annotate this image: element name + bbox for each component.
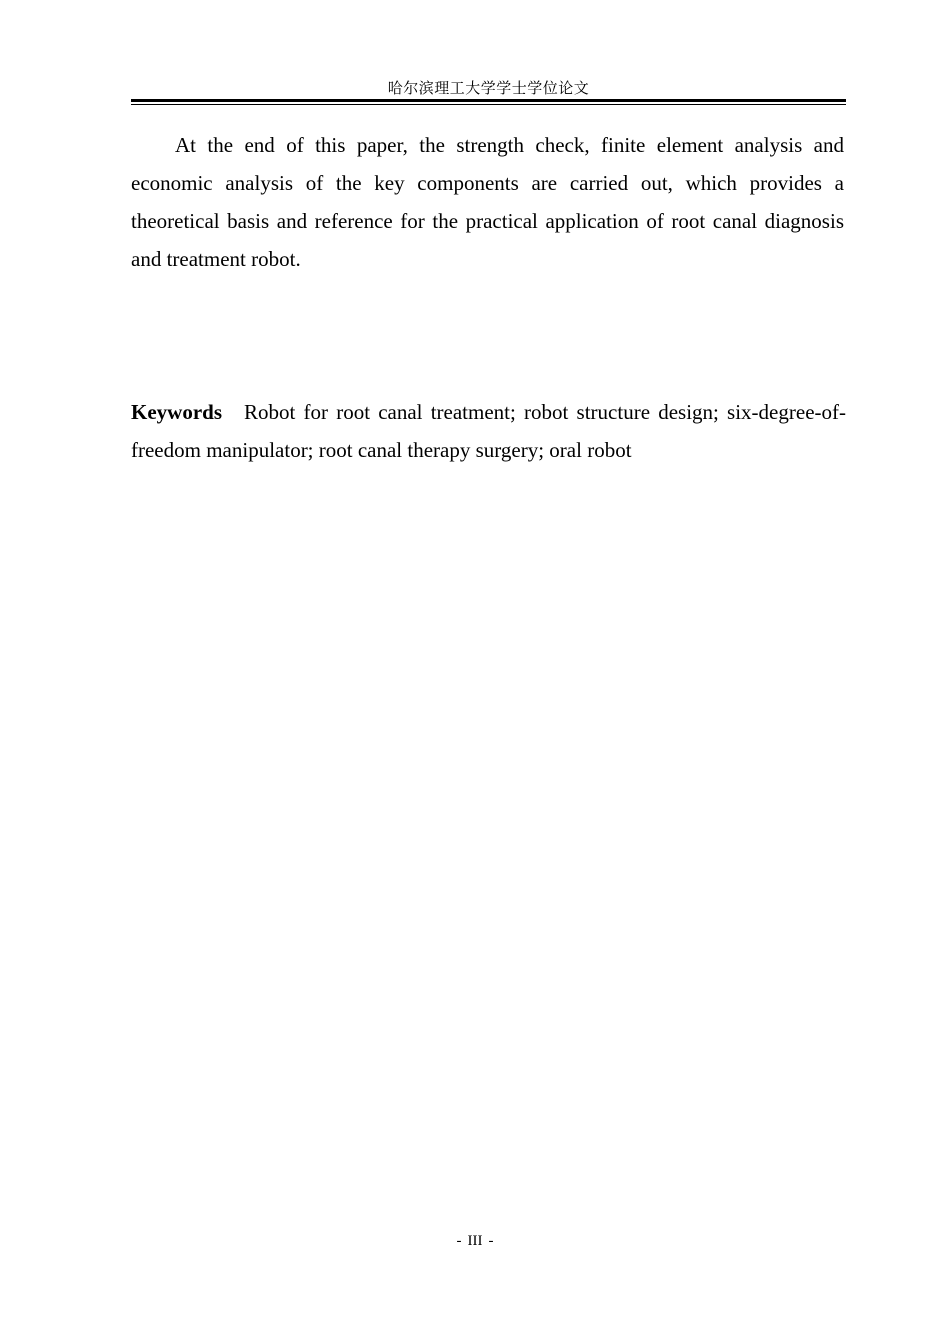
header-rule-thick [131, 99, 846, 102]
abstract-paragraph: At the end of this paper, the strength check, finite element analysis and economic analysis of the key components are carried out, which provides a theoretical basis and reference for the practical application of root canal diagnosis and treatment robot. [131, 133, 844, 271]
keywords-text: Robot for root canal treatment; robot structure design; six-degree-of-freedom manipulator; root canal therapy surgery; oral robot [131, 400, 846, 462]
page-number-prefix: - [456, 1233, 462, 1249]
page-number: III [467, 1233, 483, 1249]
running-header: 哈尔滨理工大学学士学位论文 [387, 79, 590, 97]
page-footer [0, 1231, 950, 1251]
keywords-label: Keywords [131, 400, 222, 424]
page-number-suffix: - [488, 1233, 494, 1249]
keywords-block [131, 393, 846, 469]
header-rule-thin [131, 104, 846, 105]
